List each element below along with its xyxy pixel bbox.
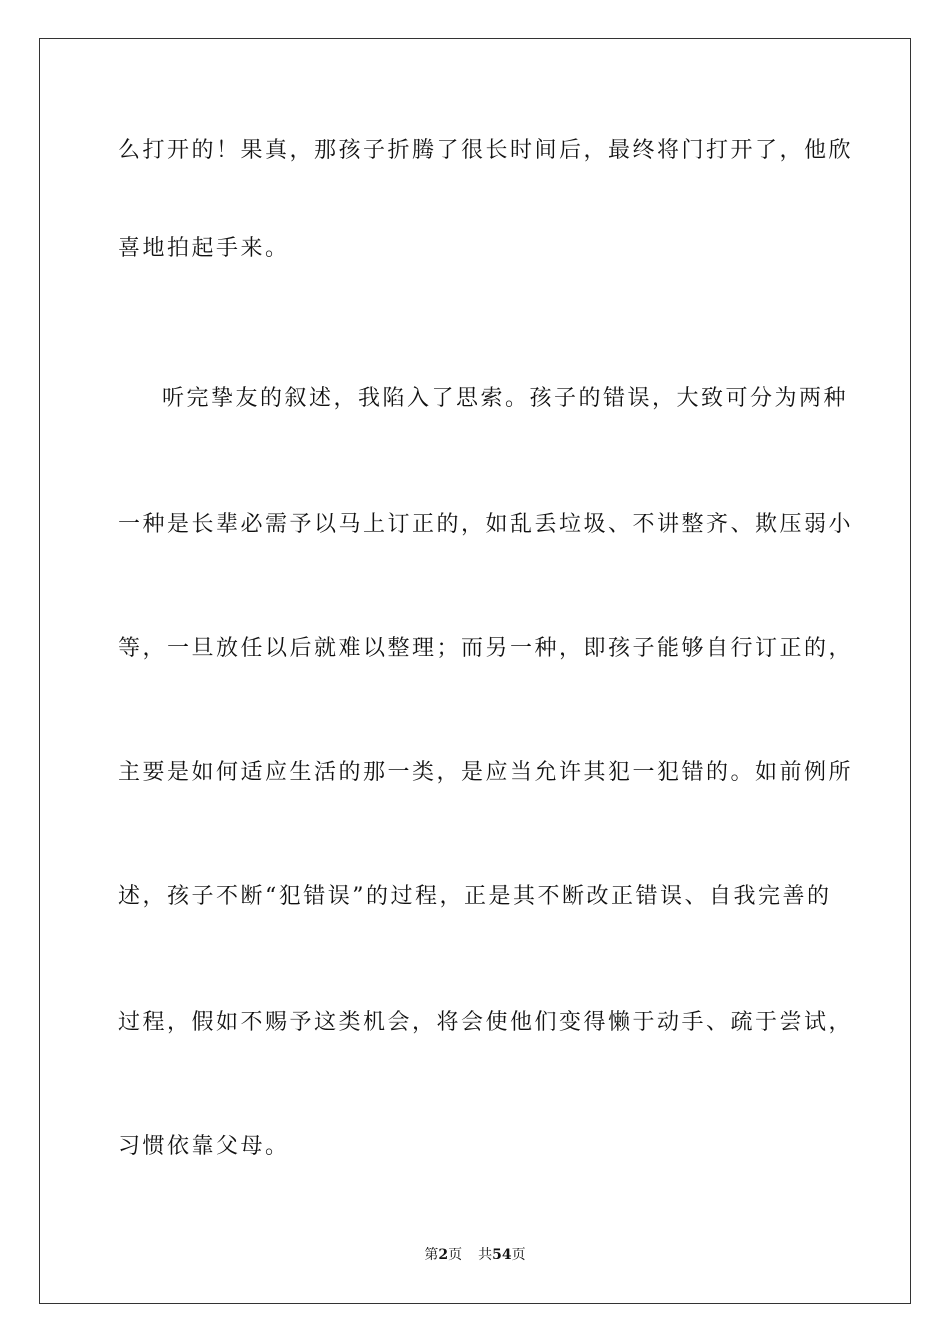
total-label-prefix: 共 xyxy=(478,1247,493,1263)
page-number: 2 xyxy=(438,1247,449,1263)
page-label-prefix: 第 xyxy=(424,1247,439,1263)
page-footer xyxy=(0,1246,950,1264)
page-label-suffix: 页 xyxy=(448,1247,463,1263)
body-text-line: 一种是长辈必需予以马上订正的，如乱丢垃圾、不讲整齐、欺压弱小 xyxy=(118,512,854,537)
total-label-suffix: 页 xyxy=(511,1247,526,1263)
body-text-line: 习惯依靠父母。 xyxy=(118,1134,290,1159)
total-pages: 54 xyxy=(492,1247,512,1263)
paragraph-first-line: 听完挚友的叙述，我陷入了思索。孩子的错误，大致可分为两种 xyxy=(162,386,849,411)
body-text-line: 述，孩子不断“犯错误”的过程，正是其不断改正错误、自我完善的 xyxy=(118,884,832,909)
body-text-line: 等，一旦放任以后就难以整理；而另一种，即孩子能够自行订正的， xyxy=(118,636,854,661)
body-text-line: 么打开的！果真，那孩子折腾了很长时间后，最终将门打开了，他欣 xyxy=(118,138,854,163)
body-text-line: 过程，假如不赐予这类机会，将会使他们变得懒于动手、疏于尝试， xyxy=(118,1010,854,1035)
body-text-line: 喜地拍起手来。 xyxy=(118,236,290,261)
page-border xyxy=(39,38,911,1304)
body-text-line: 主要是如何适应生活的那一类，是应当允许其犯一犯错的。如前例所 xyxy=(118,760,854,785)
